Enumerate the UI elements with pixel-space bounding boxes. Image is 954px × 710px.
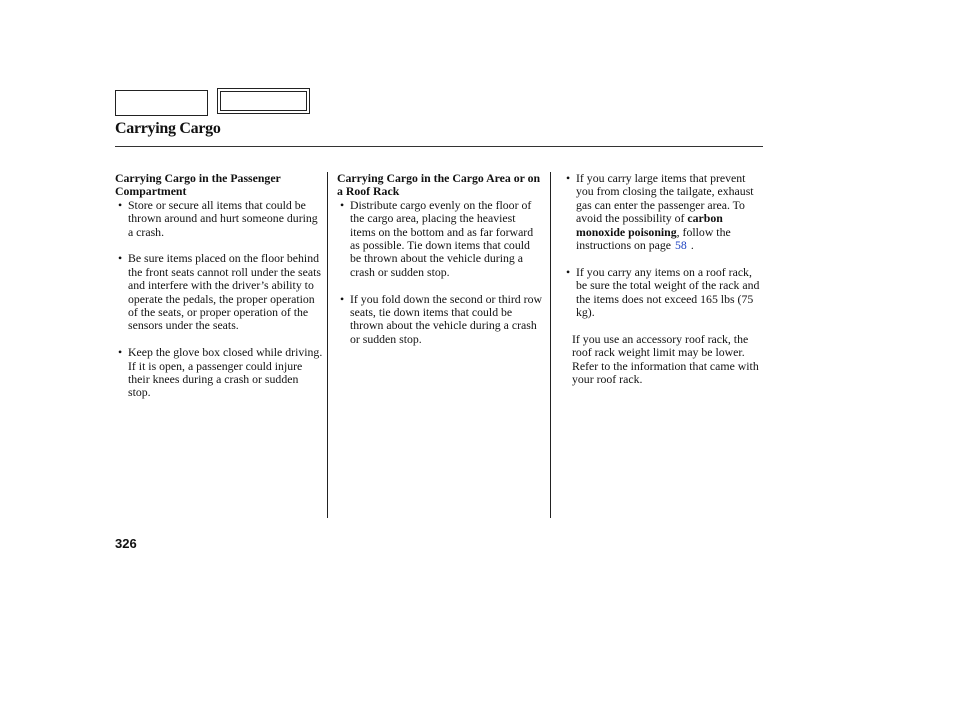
list-item-text: . [690, 238, 694, 253]
warning-term: carbon monoxide poisoning [576, 211, 723, 239]
page-reference-link[interactable]: 58 [675, 238, 687, 253]
list-item-text: Keep the glove box closed while driving. If it is open, a passenger could injure their knees during a crash or sudden stop. [128, 345, 323, 400]
column-passenger-compartment [115, 172, 323, 413]
bullet-icon: • [566, 171, 571, 185]
list-item-text: Store or secure all items that could be thrown around and hurt someone during a crash. [128, 197, 318, 239]
nav-button-next[interactable] [217, 88, 310, 114]
bullet-list [115, 199, 323, 400]
nav-button-inner-frame [220, 91, 307, 111]
list-item [115, 199, 323, 239]
bullet-icon: • [118, 345, 123, 360]
bullet-icon: • [118, 251, 123, 266]
column-roof-rack [563, 172, 761, 386]
list-item [337, 199, 543, 279]
roof-rack-note: If you use an accessory roof rack, the roof rack weight limit may be lower. Refer to the information that came with your roof rack. [572, 331, 759, 387]
list-item [563, 172, 761, 252]
column-heading: Carrying Cargo in the Passenger Compartment [115, 171, 281, 199]
list-item-text: Be sure items placed on the floor behind the front seats cannot roll under the seats and interfere with the driver’s ability to operate the pedals, the proper operation of the seats, or proper operation of the sensors under the seats. [128, 251, 321, 333]
column-divider [550, 172, 551, 518]
nav-button-previous[interactable] [115, 90, 208, 116]
list-item-text: If you carry any items on a roof rack, be sure the total weight of the rack and the items does not exceed 165 lbs (75 kg). [576, 264, 760, 320]
list-item-text: If you carry large items that prevent you from closing the tailgate, exhaust gas can enter the passenger area. To avoid the possibility of [576, 171, 754, 226]
bullet-list [563, 172, 761, 319]
bullet-icon: • [566, 264, 571, 279]
list-item-text: If you fold down the second or third row seats, tie down items that could be thrown about the vehicle during a crash or sudden stop. [350, 291, 542, 346]
bullet-icon: • [340, 197, 345, 212]
bullet-list [337, 199, 543, 346]
list-item [337, 293, 543, 347]
list-item-text: Distribute cargo evenly on the floor of the cargo area, placing the heaviest items on the bottom and as far forward as possible. Tie down items that could be thrown about the vehicle during a crash or sudden stop. [350, 197, 534, 279]
page-title: Carrying Cargo [115, 120, 221, 137]
column-divider [327, 172, 328, 518]
column-cargo-area [337, 172, 543, 360]
title-divider [115, 146, 763, 147]
list-item [115, 346, 323, 400]
bullet-icon: • [340, 291, 345, 306]
list-item [115, 252, 323, 332]
page-number: 326 [115, 536, 137, 551]
bullet-icon: • [118, 197, 123, 212]
column-heading: Carrying Cargo in the Cargo Area or on a Roof Rack [337, 171, 541, 199]
list-item [563, 266, 761, 320]
list-item-text: , follow the instructions on page [576, 224, 731, 253]
